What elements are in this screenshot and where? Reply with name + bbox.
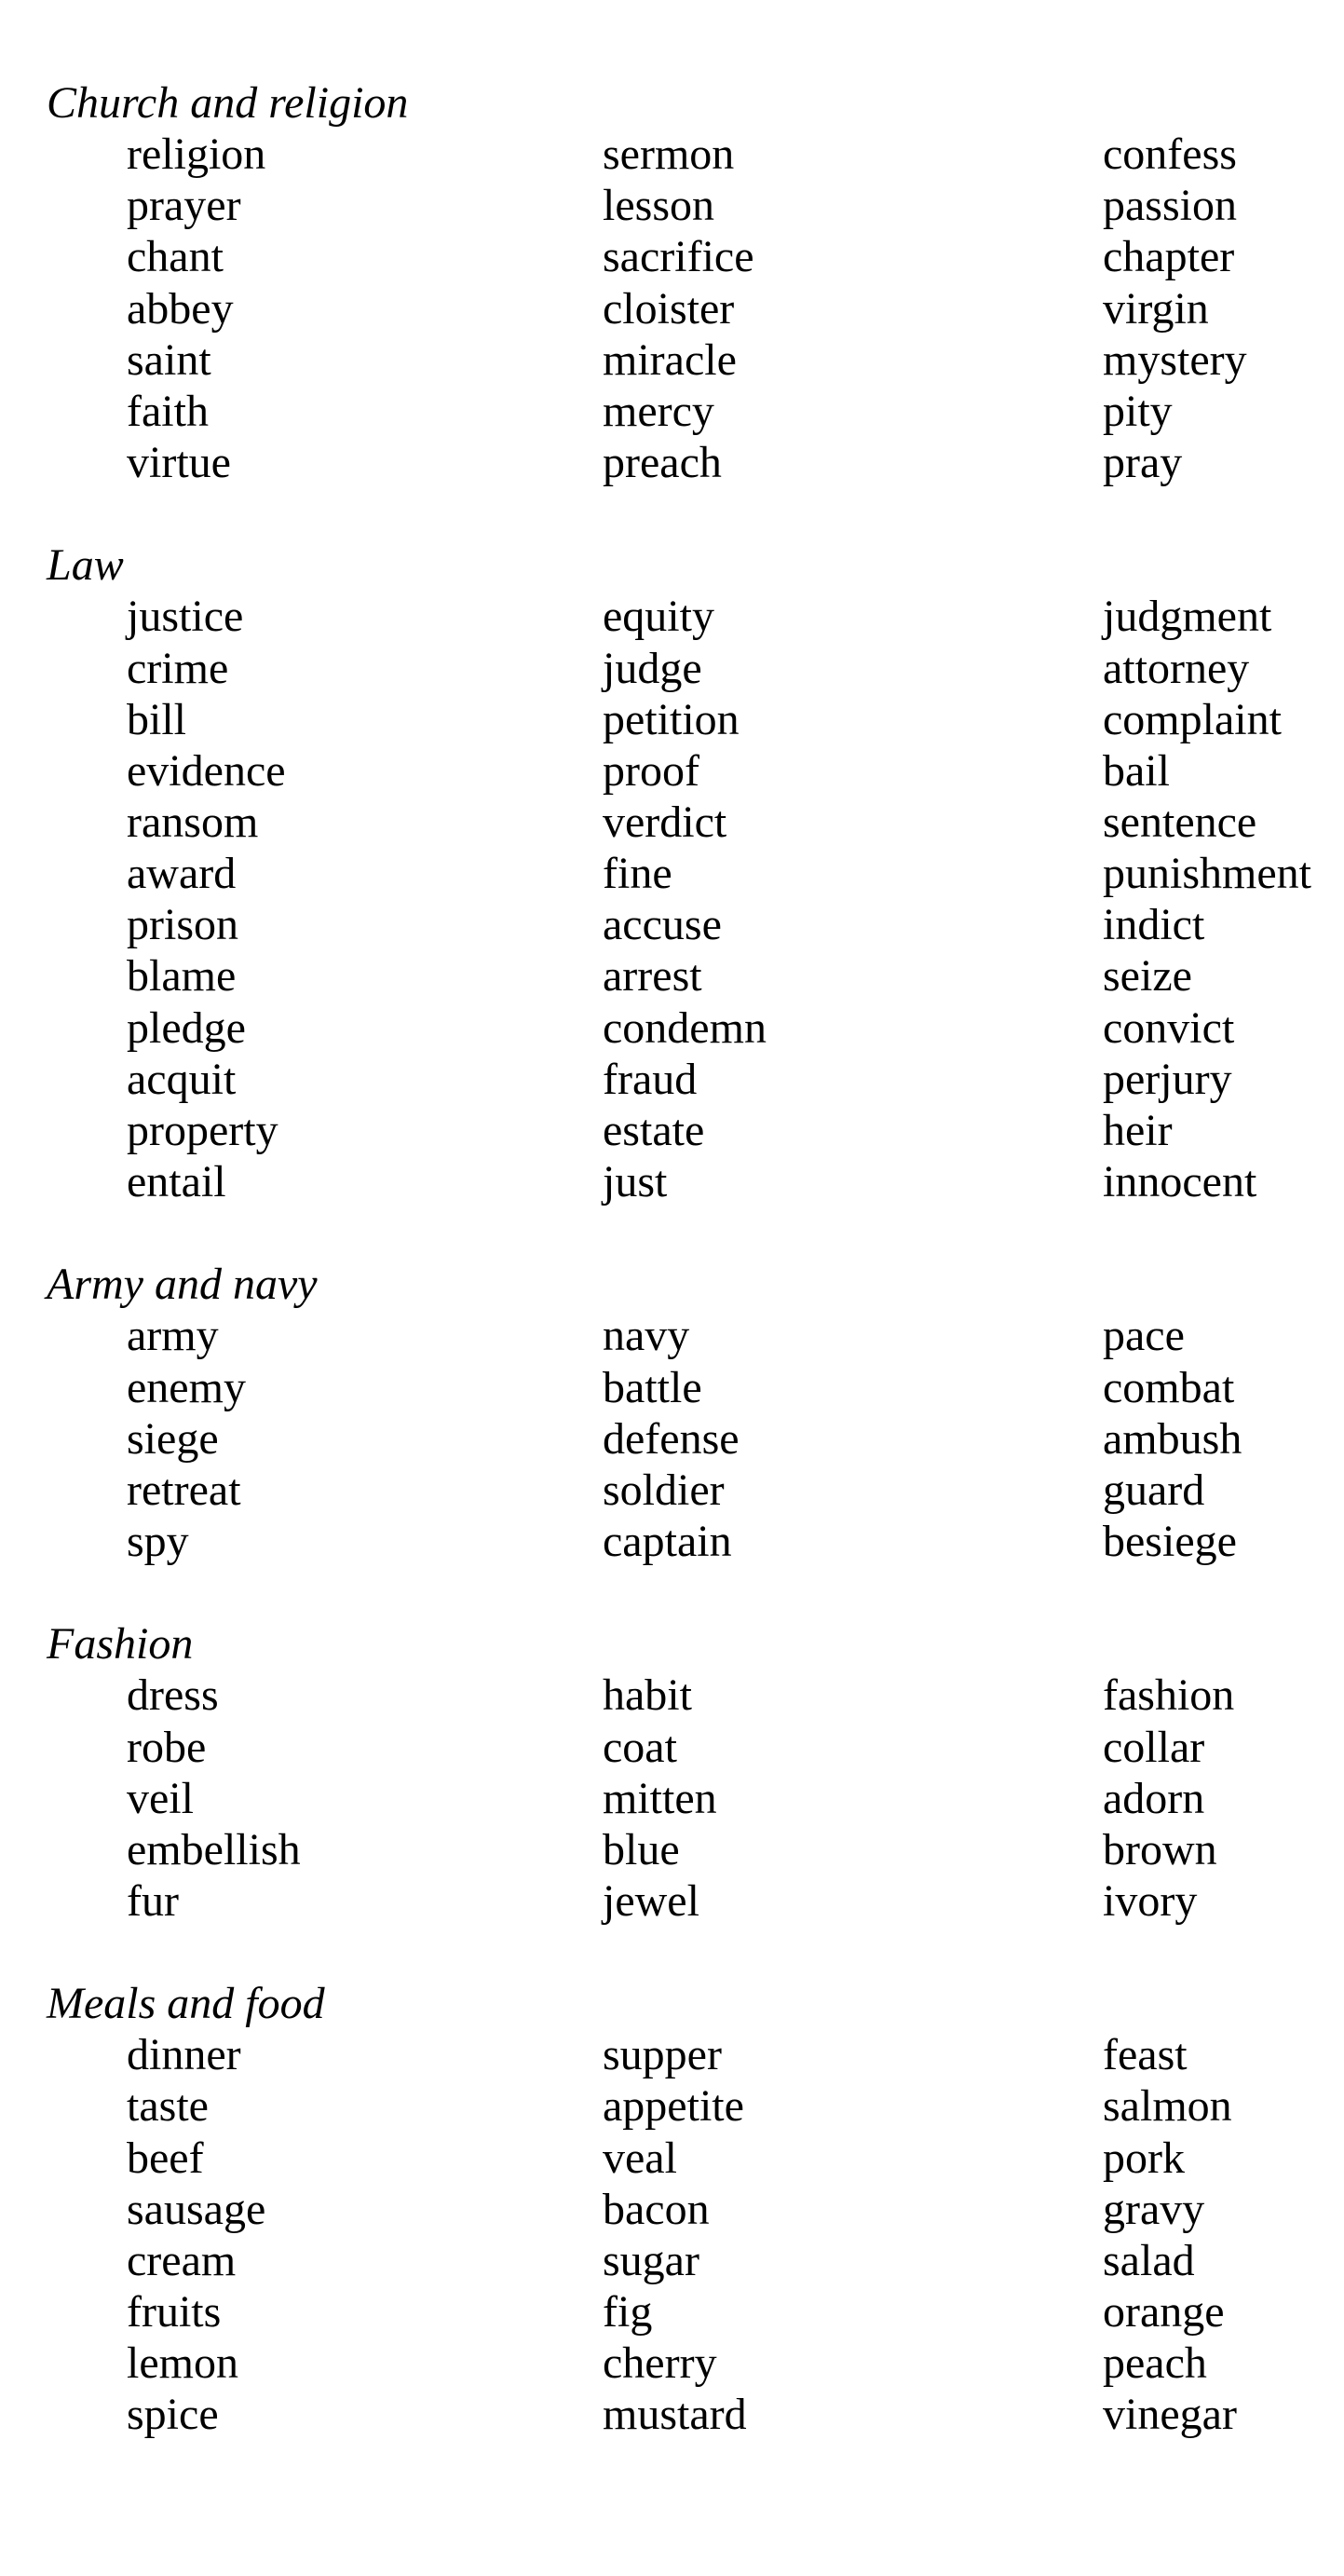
word: equity xyxy=(603,592,714,642)
word: spice xyxy=(127,2390,219,2440)
word-row xyxy=(0,797,1344,848)
word: fashion xyxy=(1103,1670,1235,1721)
word: sermon xyxy=(603,129,735,180)
word: bill xyxy=(127,694,187,744)
word-row xyxy=(0,231,1344,282)
word: fine xyxy=(603,849,672,899)
word: judgment xyxy=(1103,592,1272,642)
word: battle xyxy=(603,1362,702,1412)
section-church-and-religion xyxy=(0,77,1344,488)
word: passion xyxy=(1103,181,1237,231)
word: blue xyxy=(603,1824,680,1874)
word: gravy xyxy=(1103,2184,1205,2234)
word: fruits xyxy=(127,2287,222,2337)
word: brown xyxy=(1103,1824,1217,1874)
word-row xyxy=(0,2286,1344,2337)
word: dinner xyxy=(127,2030,241,2080)
word: mystery xyxy=(1103,334,1247,385)
word-row xyxy=(0,283,1344,334)
word: condemn xyxy=(603,1002,767,1053)
word: lesson xyxy=(603,181,714,231)
word: award xyxy=(127,849,237,899)
word-row xyxy=(0,1105,1344,1156)
word: combat xyxy=(1103,1362,1235,1412)
word: religion xyxy=(127,129,266,180)
word: blame xyxy=(127,951,237,1002)
word: convict xyxy=(1103,1002,1235,1053)
word: perjury xyxy=(1103,1054,1232,1104)
word: fraud xyxy=(603,1054,698,1104)
word: arrest xyxy=(603,951,702,1002)
word-row xyxy=(0,1362,1344,1413)
word: sugar xyxy=(603,2235,699,2285)
word: cloister xyxy=(603,283,735,334)
word: robe xyxy=(127,1722,207,1772)
section-law xyxy=(0,539,1344,1207)
word: ransom xyxy=(127,797,259,847)
word-row xyxy=(0,745,1344,797)
word: mercy xyxy=(603,386,714,436)
word: prayer xyxy=(127,181,241,231)
word: orange xyxy=(1103,2287,1225,2337)
word: vinegar xyxy=(1103,2390,1237,2440)
word: estate xyxy=(603,1105,705,1155)
word-row xyxy=(0,2184,1344,2235)
word: ivory xyxy=(1103,1875,1198,1926)
word-row xyxy=(0,1670,1344,1721)
word-row xyxy=(0,1516,1344,1567)
word: veal xyxy=(603,2133,677,2183)
word: bail xyxy=(1103,745,1170,796)
section-heading: Army and navy xyxy=(47,1260,318,1310)
word-row xyxy=(0,2389,1344,2440)
word: chant xyxy=(127,232,224,282)
word: taste xyxy=(127,2081,209,2132)
word: soldier xyxy=(603,1465,725,1515)
word: peach xyxy=(1103,2338,1207,2389)
word: entail xyxy=(127,1156,226,1206)
word-row xyxy=(0,180,1344,231)
word-row xyxy=(0,2235,1344,2286)
word-row xyxy=(0,1156,1344,1207)
word: faith xyxy=(127,386,209,436)
word: cream xyxy=(127,2235,237,2285)
section-army-and-navy xyxy=(0,1259,1344,1567)
word: defense xyxy=(603,1413,740,1464)
word: guard xyxy=(1103,1465,1205,1515)
word-row xyxy=(0,1002,1344,1054)
word: supper xyxy=(603,2030,722,2080)
word-row xyxy=(0,694,1344,745)
word: salad xyxy=(1103,2235,1195,2285)
word: fig xyxy=(603,2287,653,2337)
word: miracle xyxy=(603,334,737,385)
word-row xyxy=(0,899,1344,950)
word: retreat xyxy=(127,1465,241,1515)
word-row xyxy=(0,1054,1344,1105)
section-heading: Meals and food xyxy=(47,1979,325,2029)
word-row xyxy=(0,848,1344,899)
word: appetite xyxy=(603,2081,744,2132)
word: property xyxy=(127,1105,278,1155)
word: mitten xyxy=(603,1773,717,1823)
word: sausage xyxy=(127,2184,266,2234)
word-row xyxy=(0,2080,1344,2132)
word-row xyxy=(0,2133,1344,2184)
word: army xyxy=(127,1311,219,1361)
word: pork xyxy=(1103,2133,1185,2183)
word: attorney xyxy=(1103,643,1250,693)
word: veil xyxy=(127,1773,194,1823)
word-row xyxy=(0,437,1344,488)
word: petition xyxy=(603,694,740,744)
word: indict xyxy=(1103,900,1205,950)
word-row xyxy=(0,1465,1344,1516)
word-row xyxy=(0,950,1344,1002)
word: besiege xyxy=(1103,1516,1237,1566)
word: pray xyxy=(1103,437,1183,487)
word-row xyxy=(0,1413,1344,1465)
word: siege xyxy=(127,1413,219,1464)
word: beef xyxy=(127,2133,204,2183)
word: dress xyxy=(127,1670,219,1721)
word: captain xyxy=(603,1516,732,1566)
word-row xyxy=(0,386,1344,437)
word-row xyxy=(0,334,1344,386)
word: spy xyxy=(127,1516,189,1566)
section-heading: Fashion xyxy=(47,1619,194,1670)
word: adorn xyxy=(1103,1773,1205,1823)
word: preach xyxy=(603,437,722,487)
word: chapter xyxy=(1103,232,1235,282)
word: crime xyxy=(127,643,229,693)
word-row xyxy=(0,1722,1344,1773)
word-list-document xyxy=(0,77,1344,2492)
word: navy xyxy=(603,1311,690,1361)
word: pledge xyxy=(127,1002,246,1053)
word: just xyxy=(603,1156,668,1206)
word: proof xyxy=(603,745,699,796)
word: habit xyxy=(603,1670,692,1721)
word-row xyxy=(0,1824,1344,1875)
word: virtue xyxy=(127,437,231,487)
word: lemon xyxy=(127,2338,238,2389)
word: bacon xyxy=(603,2184,710,2234)
word: innocent xyxy=(1103,1156,1257,1206)
word-row xyxy=(0,2029,1344,2080)
word-row xyxy=(0,1875,1344,1927)
section-heading: Church and religion xyxy=(47,78,409,128)
word: heir xyxy=(1103,1105,1173,1155)
word: acquit xyxy=(127,1054,237,1104)
word: prison xyxy=(127,900,238,950)
word: cherry xyxy=(603,2338,717,2389)
word: mustard xyxy=(603,2390,747,2440)
word: abbey xyxy=(127,283,234,334)
word: virgin xyxy=(1103,283,1209,334)
word: fur xyxy=(127,1875,179,1926)
word: feast xyxy=(1103,2030,1188,2080)
word: jewel xyxy=(603,1875,699,1926)
word-row xyxy=(0,2337,1344,2389)
word: enemy xyxy=(127,1362,246,1412)
word-row xyxy=(0,643,1344,694)
word: sentence xyxy=(1103,797,1257,847)
word: collar xyxy=(1103,1722,1205,1772)
word-row xyxy=(0,1773,1344,1824)
word: salmon xyxy=(1103,2081,1232,2132)
section-heading: Law xyxy=(47,540,124,591)
word: justice xyxy=(127,592,244,642)
word: pace xyxy=(1103,1311,1185,1361)
word: accuse xyxy=(603,900,722,950)
word: ambush xyxy=(1103,1413,1242,1464)
word: punishment xyxy=(1103,849,1311,899)
word: confess xyxy=(1103,129,1237,180)
word-row xyxy=(0,129,1344,180)
word: verdict xyxy=(603,797,727,847)
section-meals-and-food xyxy=(0,1978,1344,2440)
word-row xyxy=(0,591,1344,642)
word: coat xyxy=(603,1722,677,1772)
word: pity xyxy=(1103,386,1173,436)
word: embellish xyxy=(127,1824,301,1874)
word: judge xyxy=(603,643,702,693)
section-fashion xyxy=(0,1618,1344,1927)
word: evidence xyxy=(127,745,286,796)
word: saint xyxy=(127,334,211,385)
word: seize xyxy=(1103,951,1192,1002)
word-row xyxy=(0,1310,1344,1361)
word: sacrifice xyxy=(603,232,754,282)
word: complaint xyxy=(1103,694,1282,744)
